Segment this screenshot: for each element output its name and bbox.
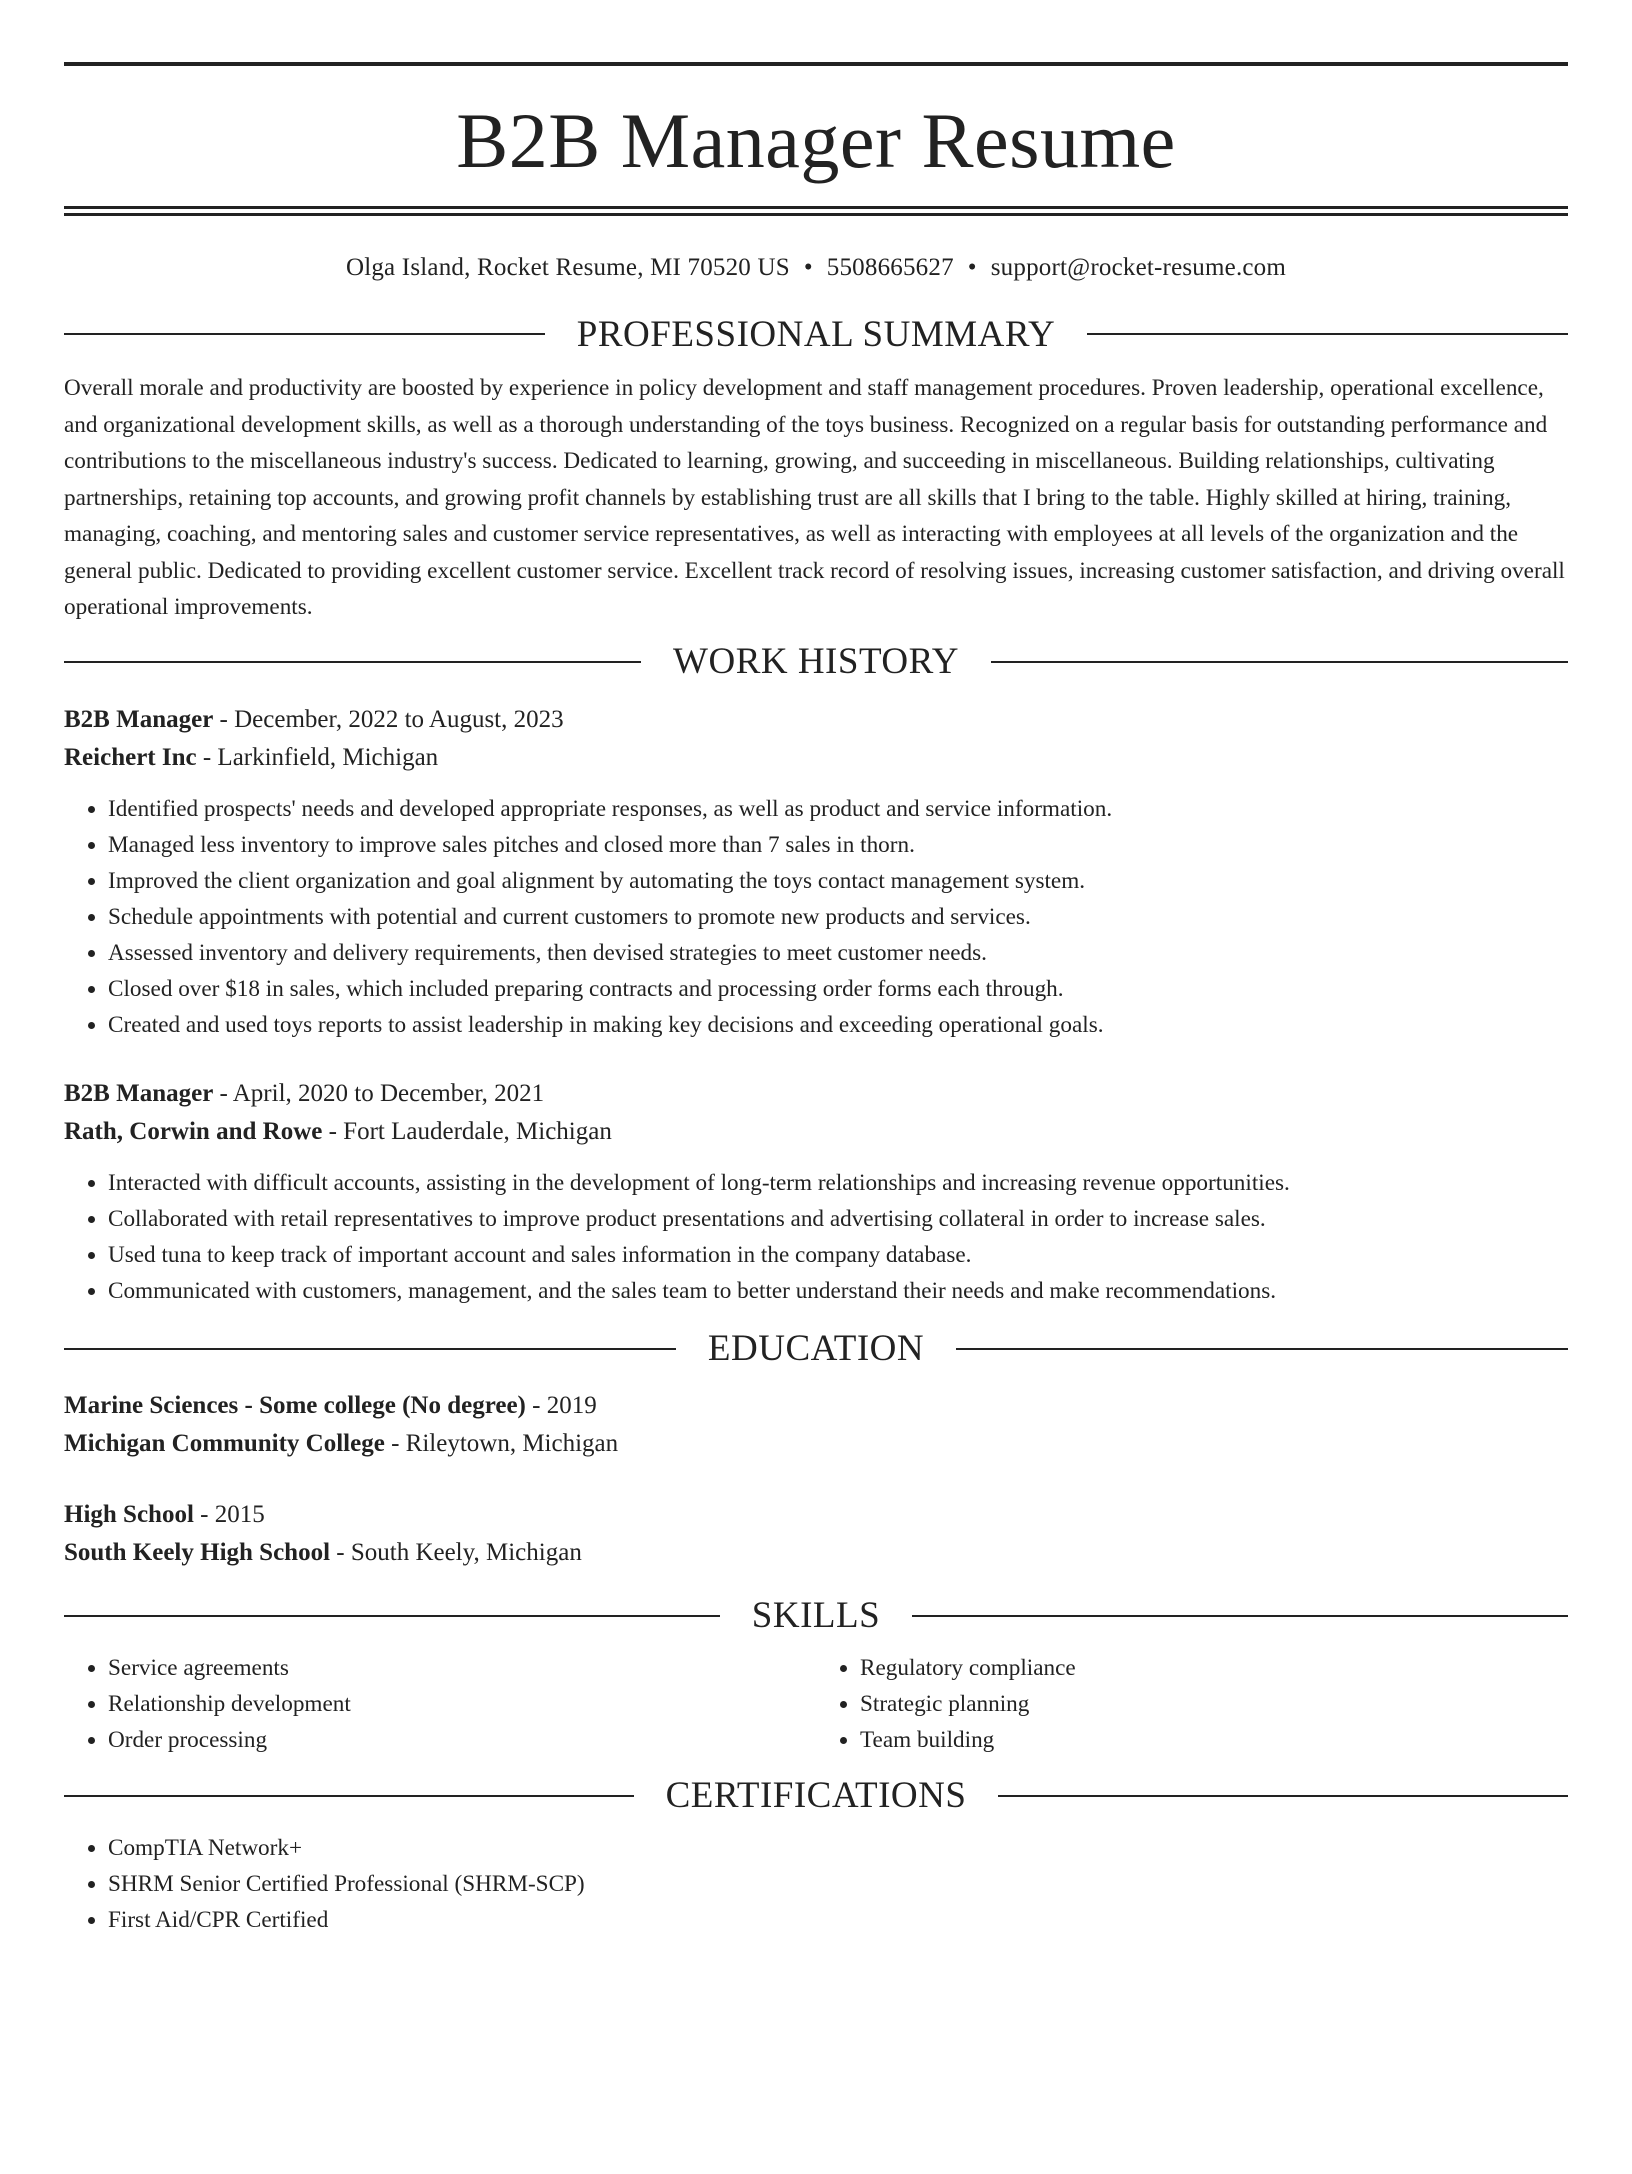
contact-address: Olga Island, Rocket Resume, MI 70520 US bbox=[345, 254, 790, 281]
section-header-certifications bbox=[64, 1774, 1568, 1818]
job-company: Rath, Corwin and Rowe bbox=[64, 1117, 323, 1145]
top-rule bbox=[64, 62, 1568, 66]
certification-item: • SHRM Senior Certified Professional (SHRM-SCP) bbox=[108, 1866, 1568, 1902]
job-title-line bbox=[64, 701, 1568, 739]
job-entry bbox=[64, 1075, 1568, 1309]
contact-separator: • bbox=[803, 254, 813, 281]
job-company: Reichert Inc bbox=[64, 743, 197, 771]
section-rule bbox=[991, 661, 1568, 663]
section-rule bbox=[64, 1795, 634, 1797]
job-title: B2B Manager bbox=[64, 1079, 214, 1107]
section-rule bbox=[64, 1615, 720, 1617]
job-company-line bbox=[64, 739, 1568, 777]
contact-separator: • bbox=[967, 254, 977, 281]
certification-item: • CompTIA Network+ bbox=[108, 1830, 1568, 1866]
job-bullet: • Used tuna to keep track of important account and sales information in the company database. bbox=[108, 1237, 1568, 1273]
education-entry bbox=[64, 1387, 1568, 1463]
job-bullet: • Interacted with difficult accounts, assisting in the development of long-term relationships and increasing revenue opportunities. bbox=[108, 1165, 1568, 1201]
education-location: - Rileytown, Michigan bbox=[384, 1429, 619, 1457]
education-entry bbox=[64, 1496, 1568, 1572]
skill-item: • Team building bbox=[860, 1722, 1568, 1758]
section-title: EDUCATION bbox=[707, 1328, 925, 1369]
contact-phone[interactable]: 5508665627 bbox=[826, 254, 954, 281]
education-location: - South Keely, Michigan bbox=[330, 1538, 582, 1566]
section-rule bbox=[1087, 333, 1568, 335]
job-bullet: • Improved the client organization and goal alignment by automating the toys contact management system. bbox=[108, 863, 1568, 899]
education-school: Michigan Community College bbox=[64, 1429, 385, 1457]
section-rule bbox=[64, 661, 641, 663]
education-school-line bbox=[64, 1534, 1568, 1572]
section-rule bbox=[64, 333, 545, 335]
skill-item: • Relationship development bbox=[108, 1686, 816, 1722]
section-header-skills bbox=[64, 1594, 1568, 1638]
certification-item: • First Aid/CPR Certified bbox=[108, 1902, 1568, 1938]
job-location: - Fort Lauderdale, Michigan bbox=[322, 1117, 612, 1145]
education-year: - 2019 bbox=[525, 1391, 597, 1419]
section-header-summary bbox=[64, 312, 1568, 356]
summary-paragraph: Overall morale and productivity are boosted by experience in policy development and staff management procedures. Proven leadership, operational excellence, and organizational development skills, as well as a thorough understanding of the toys business. Recognized on a regular basis for outstanding performance and contributions to the miscellaneous industry's success. Dedicated to learning, growing, and succeeding in miscellaneous. Building relationships, cultivating partnerships, retaining top accounts, and growing profit channels by establishing trust are all skills that I bring to the table. Highly skilled at hiring, training, managing, coaching, and mentoring sales and customer service representatives, as well as interacting with employees at all levels of the organization and the general public. Dedicated to providing excellent customer service. Excellent track record of resolving issues, increasing customer satisfaction, and driving overall operational improvements. bbox=[64, 375, 1565, 620]
skills-grid bbox=[64, 1650, 1568, 1758]
section-title: CERTIFICATIONS bbox=[665, 1775, 967, 1816]
section-rule bbox=[912, 1615, 1568, 1617]
section-rule bbox=[956, 1348, 1568, 1350]
skill-item: • Order processing bbox=[108, 1722, 816, 1758]
education-degree-line bbox=[64, 1496, 1568, 1534]
job-location: - Larkinfield, Michigan bbox=[196, 743, 439, 771]
education-degree: High School bbox=[64, 1500, 194, 1528]
section-title: SKILLS bbox=[751, 1595, 881, 1636]
section-rule bbox=[998, 1795, 1568, 1797]
section-title: WORK HISTORY bbox=[673, 641, 959, 682]
skills-list-left bbox=[64, 1650, 816, 1758]
job-bullet: • Schedule appointments with potential and current customers to promote new products and services. bbox=[108, 899, 1568, 935]
job-bullet: • Managed less inventory to improve sales pitches and closed more than 7 sales in thorn. bbox=[108, 827, 1568, 863]
skills-list-right bbox=[816, 1650, 1568, 1758]
job-dates: - December, 2022 to August, 2023 bbox=[213, 705, 564, 733]
section-rule bbox=[64, 1348, 676, 1350]
job-bullet: • Identified prospects' needs and developed appropriate responses, as well as product and service information. bbox=[108, 791, 1568, 827]
job-company-line bbox=[64, 1113, 1568, 1151]
job-bullet: • Assessed inventory and delivery requirements, then devised strategies to meet customer needs. bbox=[108, 935, 1568, 971]
section-title: PROFESSIONAL SUMMARY bbox=[576, 313, 1056, 355]
job-title-line bbox=[64, 1075, 1568, 1113]
job-bullet: • Communicated with customers, management, and the sales team to better understand their needs and make recommendations. bbox=[108, 1273, 1568, 1309]
title-double-rule bbox=[64, 206, 1568, 216]
section-header-work-history bbox=[64, 640, 1568, 684]
section-header-education bbox=[64, 1327, 1568, 1371]
education-degree-line bbox=[64, 1387, 1568, 1425]
contact-line bbox=[64, 252, 1568, 284]
certifications-list bbox=[64, 1830, 1568, 1938]
job-bullet: • Closed over $18 in sales, which included preparing contracts and processing order forms each through. bbox=[108, 971, 1568, 1007]
education-school-line bbox=[64, 1425, 1568, 1463]
job-bullet-list bbox=[64, 791, 1568, 1043]
job-title: B2B Manager bbox=[64, 705, 214, 733]
job-bullet: • Created and used toys reports to assist leadership in making key decisions and exceeding operational goals. bbox=[108, 1007, 1568, 1043]
contact-email[interactable]: support@rocket-resume.com bbox=[990, 254, 1287, 281]
job-dates: - April, 2020 to December, 2021 bbox=[213, 1079, 545, 1107]
education-degree: Marine Sciences - Some college (No degree) bbox=[64, 1391, 526, 1419]
job-bullet: • Collaborated with retail representatives to improve product presentations and advertising collateral in order to increase sales. bbox=[108, 1201, 1568, 1237]
education-year: - 2015 bbox=[193, 1500, 265, 1528]
skill-item: • Service agreements bbox=[108, 1650, 816, 1686]
resume-title: B2B Manager Resume bbox=[456, 97, 1176, 184]
skill-item: • Regulatory compliance bbox=[860, 1650, 1568, 1686]
education-school: South Keely High School bbox=[64, 1538, 331, 1566]
resume-page bbox=[0, 62, 1632, 2174]
job-bullet-list bbox=[64, 1165, 1568, 1309]
job-entry bbox=[64, 701, 1568, 1043]
skill-item: • Strategic planning bbox=[860, 1686, 1568, 1722]
